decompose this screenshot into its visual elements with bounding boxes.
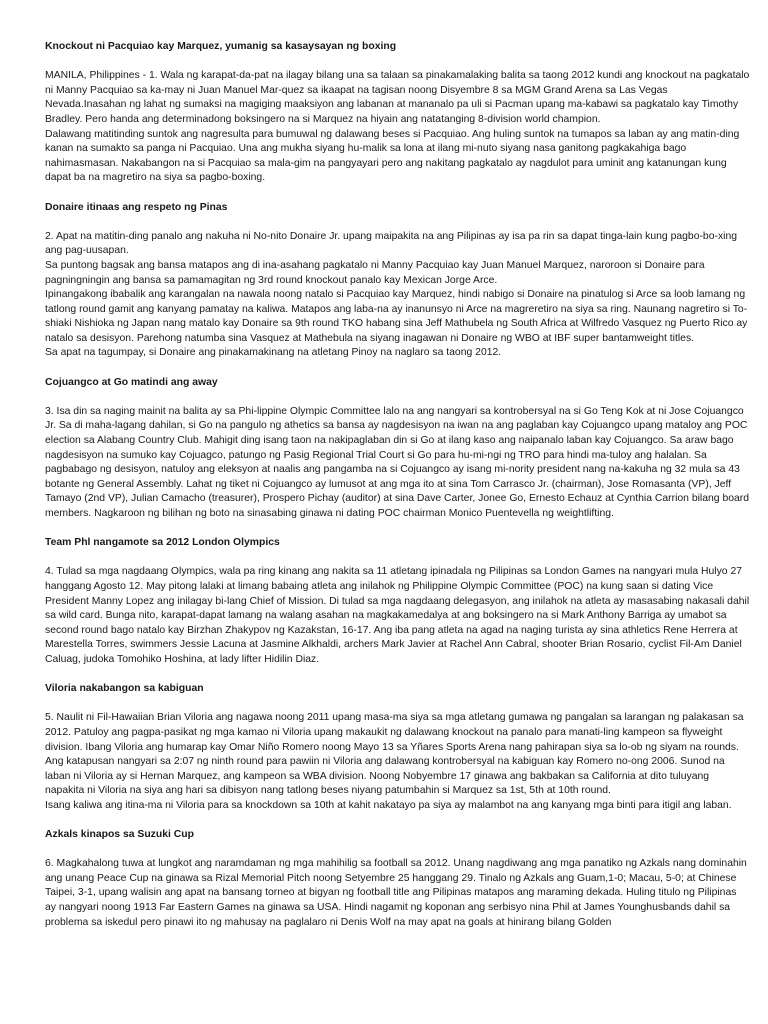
section-pacquiao	[45, 40, 750, 186]
section-olympics	[45, 536, 750, 667]
paragraph: Dalawang matitinding suntok ang nagresulta para bumuwal ng dalawang beses si Pacquiao. Ang huling suntok na tumapos sa laban ay ang matin-ding kanan na sumakto sa panga ni Pacquiao. Una ang mukha siyang hu-malik sa lona at ilang mi-nuto siyang nasa ganitong pagkakahiga bago nahimasmasan. Nakabangon na si Pacquiao sa mala-gim na pangyayari pero ang nakitang pagkatalo ay nagdulot para uminit ang katanungan kung dapat ba na magretiro na siya sa pagbo-boxing.	[45, 128, 740, 184]
paragraph: MANILA, Philippines - 1. Wala ng karapat-da-pat na ilagay bilang una sa talaan sa pinakamalaking balita sa taong 2012 kundi ang knockout na pagkatalo ni Manny Pacquiao sa ka-may ni Juan Manuel Mar-quez sa ikaapat na tagisan noong Disyembre 8 sa MGM Grand Arena sa Las Vegas Nevada.Inasahan ng lahat ng sumaksi na magiging maaksiyon ang labanan at mananalo pa uli si Pacman upang ma-kabawi sa pagkatalo kay Timothy Bradley. Pero handa ang determinadong boksingero na si Marquez na hiyain ang natatanging 8-division world champion.	[45, 70, 750, 125]
paragraph: 6. Magkahalong tuwa at lungkot ang naramdaman ng mga mahihilig sa football sa 2012. Unang nagdiwang ang mga panatiko ng Azkals nang dominahin ang unang Peace Cup na ginawa sa Rizal Memorial Pitch noong Setyembre 25 hanggang 29. Tinalo ng Azkals ang Guam,1-0; Macau, 5-0; at Chinese Taipei, 3-1, upang walisin ang apat na bansang torneo at bigyan ng football title ang Pilipinas matapos ang maraming dekada. Huling titulo ng Pilipinas ay nangyari noong 1913 Far Eastern Games na ginawa sa USA. Hindi nagamit ng koponan ang serbisyo nina Phil at James Younghusbands dahil sa problema sa iskedul pero pinawi ito ng mahusay na paglalaro ni Denis Wolf na may apat na goals at hinirang bilang Golden	[45, 858, 747, 928]
paragraph: Ang katapusan nangyari sa 2:07 ng ninth round para pawiin ni Viloria ang dalawang kontrobersyal na kabiguan kay Romero no-ong 2006. Sunod na laban ni Viloria ay si Hernan Marquez, ang kampeon sa WBA division. Noong Nobyembre 17 ginawa ang bakbakan sa California at dito tuluyang napakita ni Viloria na siya ang hari sa dibisyon nang tatlong beses niyang patumbahin si Marquez sa 1st, 5th at 10th round.	[45, 756, 725, 797]
section-heading: Azkals kinapos sa Suzuki Cup	[45, 829, 194, 841]
section-heading: Donaire itinaas ang respeto ng Pinas	[45, 201, 228, 213]
section-donaire	[45, 201, 750, 362]
paragraph: Ipinangakong ibabalik ang karangalan na nawala noong natalo si Pacquiao kay Marquez, hindi nabigo si Donaire na pinatulog si Arce sa loob lamang ng tatlong round gamit ang kanyang pamatay na kaliwa. Matapos ang laba-na ay inanunsyo ni Arce na magreretiro na siya sa ring. Naunang nagretiro si To-shiaki Nishioka ng Japan nang matalo kay Donaire sa 9th round TKO habang sina Jeff Mathubela ng South Africa at Wilfredo Vasquez ng Puerto Rico ay natalo sa desisyon. Parehong natumba sina Vasquez at Mathebula na siyang inagawan ni Donaire ng WBO at IBF super bantamweight titles.	[45, 289, 748, 344]
section-azkals	[45, 828, 750, 930]
section-cojuangco	[45, 376, 750, 522]
paragraph: Isang kaliwa ang itina-ma ni Viloria para sa knockdown sa 10th at kahit nakatayo pa siya ay malambot na ang kanyang mga binti para itigil ang laban.	[45, 799, 732, 811]
paragraph: Sa puntong bagsak ang bansa matapos ang di ina-asahang pagkatalo ni Manny Pacquiao kay Juan Manuel Marquez, naroroon si Donaire para pagningningin ang bansa sa pamamagitan ng 3rd round knockout panalo kay Mexican Jorge Arce.	[45, 259, 705, 286]
paragraph: 5. Naulit ni Fil-Hawaiian Brian Viloria ang nagawa noong 2011 upang masa-ma siya sa mga atletang gumawa ng pangalan sa larangan ng palakasan sa 2012. Patuloy ang pagpa-pasikat ng mga kamao ni Viloria upang makaukit ng dalawang knockout na panalo para manati-ling kampeon sa flyweight division. Ibang Viloria ang humarap kay Omar Niño Romero noong Mayo 13 sa Yñares Sports Arena nang pahirapan siya sa lo-ob ng siyam na rounds.	[45, 712, 744, 753]
paragraph: 2. Apat na matitin-ding panalo ang nakuha ni No-nito Donaire Jr. upang maipakita na ang Pilipinas ay isa pa rin sa dapat tinga-lain kung pagbo-bo-xing ang pag-uusapan.	[45, 230, 738, 257]
section-heading: Knockout ni Pacquiao kay Marquez, yumanig sa kasaysayan ng boxing	[45, 41, 397, 52]
paragraph: 3. Isa din sa naging mainit na balita ay sa Phi-lippine Olympic Committee lalo na ang nangyari sa kontrobersyal na si Go Teng Kok at ni Jose Cojuangco Jr. Sa di maha-lagang dahilan, si Go na pangulo ng athetics sa bansa ay nagdesisyon na iwan na ang paglaban kay Cojuangco upang mataloy ang POC election sa Alabang Country Club. Mahigit ding isang taon na nakipaglaban din si Go at ilang kaso ang naipanalo laban kay Cojuangco. Sa araw bago nagdesisyon na sumuko kay Cojuagco, patungo ng Pasig Regional Trial Court si Go para hu-mi-ngi ng TRO para hindi ma-tuloy ang halalan. Sa pagbabago ng desisyon, natuloy ang eleksyon at naalis ang pangamba na si Cojuangco ay isang mi-nority president nang na-kakuha ng 32 mula sa 43 botante ng General Assembly. Lahat ng tiket ni Cojuangco ay lumusot at ang mga ito at sina Tom Carrasco Jr. (chairman), Jose Romasanta (VP), Jeff Tamayo (2nd VP), Julian Camacho (treasurer), Prospero Pichay (auditor) at sina Dave Carter, Jonee Go, Ernesto Echauz at Cynthia Carrion bilang board members. Nagkaroon ng bilihan ng boto na sinasabing ginawa ni dating POC chairman Monico Puentevella ng weightlifting.	[45, 405, 750, 519]
paragraph: Sa apat na tagumpay, si Donaire ang pinakamakinang na atletang Pinoy na naglaro sa taong 2012.	[45, 347, 502, 359]
section-heading: Team Phl nangamote sa 2012 London Olympics	[45, 537, 280, 549]
section-heading: Viloria nakabangon sa kabiguan	[45, 683, 204, 695]
article	[45, 40, 750, 930]
section-heading: Cojuangco at Go matindi ang away	[45, 376, 218, 388]
paragraph: 4. Tulad sa mga nagdaang Olympics, wala pa ring kinang ang nakita sa 11 atletang ipinadala ng Pilipinas sa London Games na nangyari mula Hulyo 27 hanggang Agosto 12. May pitong lalaki at limang babaing atleta ang inilahok ng Philippine Olympic Committee (POC) na kung saan si dating Vice President Manny Lopez ang inilagay bi-lang Chief of Mission. Di tulad sa mga nagdaang delegasyon, ang inilahok na atleta ay masasabing nakasali dahil sa wild card. Bunga nito, karapat-dapat lamang na walang asahan na magkakamedalya at ang boksingero na si Mark Anthony Barriga ay umabot sa second round bago natalo kay Birzhan Zhakypov ng Kazakstan, 16-17. Ang iba pang atleta na agad na naging turista ay sina athletics Rene Herrera at Marestella Torres, swimmers Jessie Lacuna at Jasmine Alkhaldi, archers Mark Javier at Rachel Ann Cabral, shooter Brian Rosario, cyclist Fil-Am Daniel Caluag, judoka Tomohiko Hoshina, at lady lifter Hidilin Diaz.	[45, 566, 750, 665]
section-viloria	[45, 682, 750, 813]
